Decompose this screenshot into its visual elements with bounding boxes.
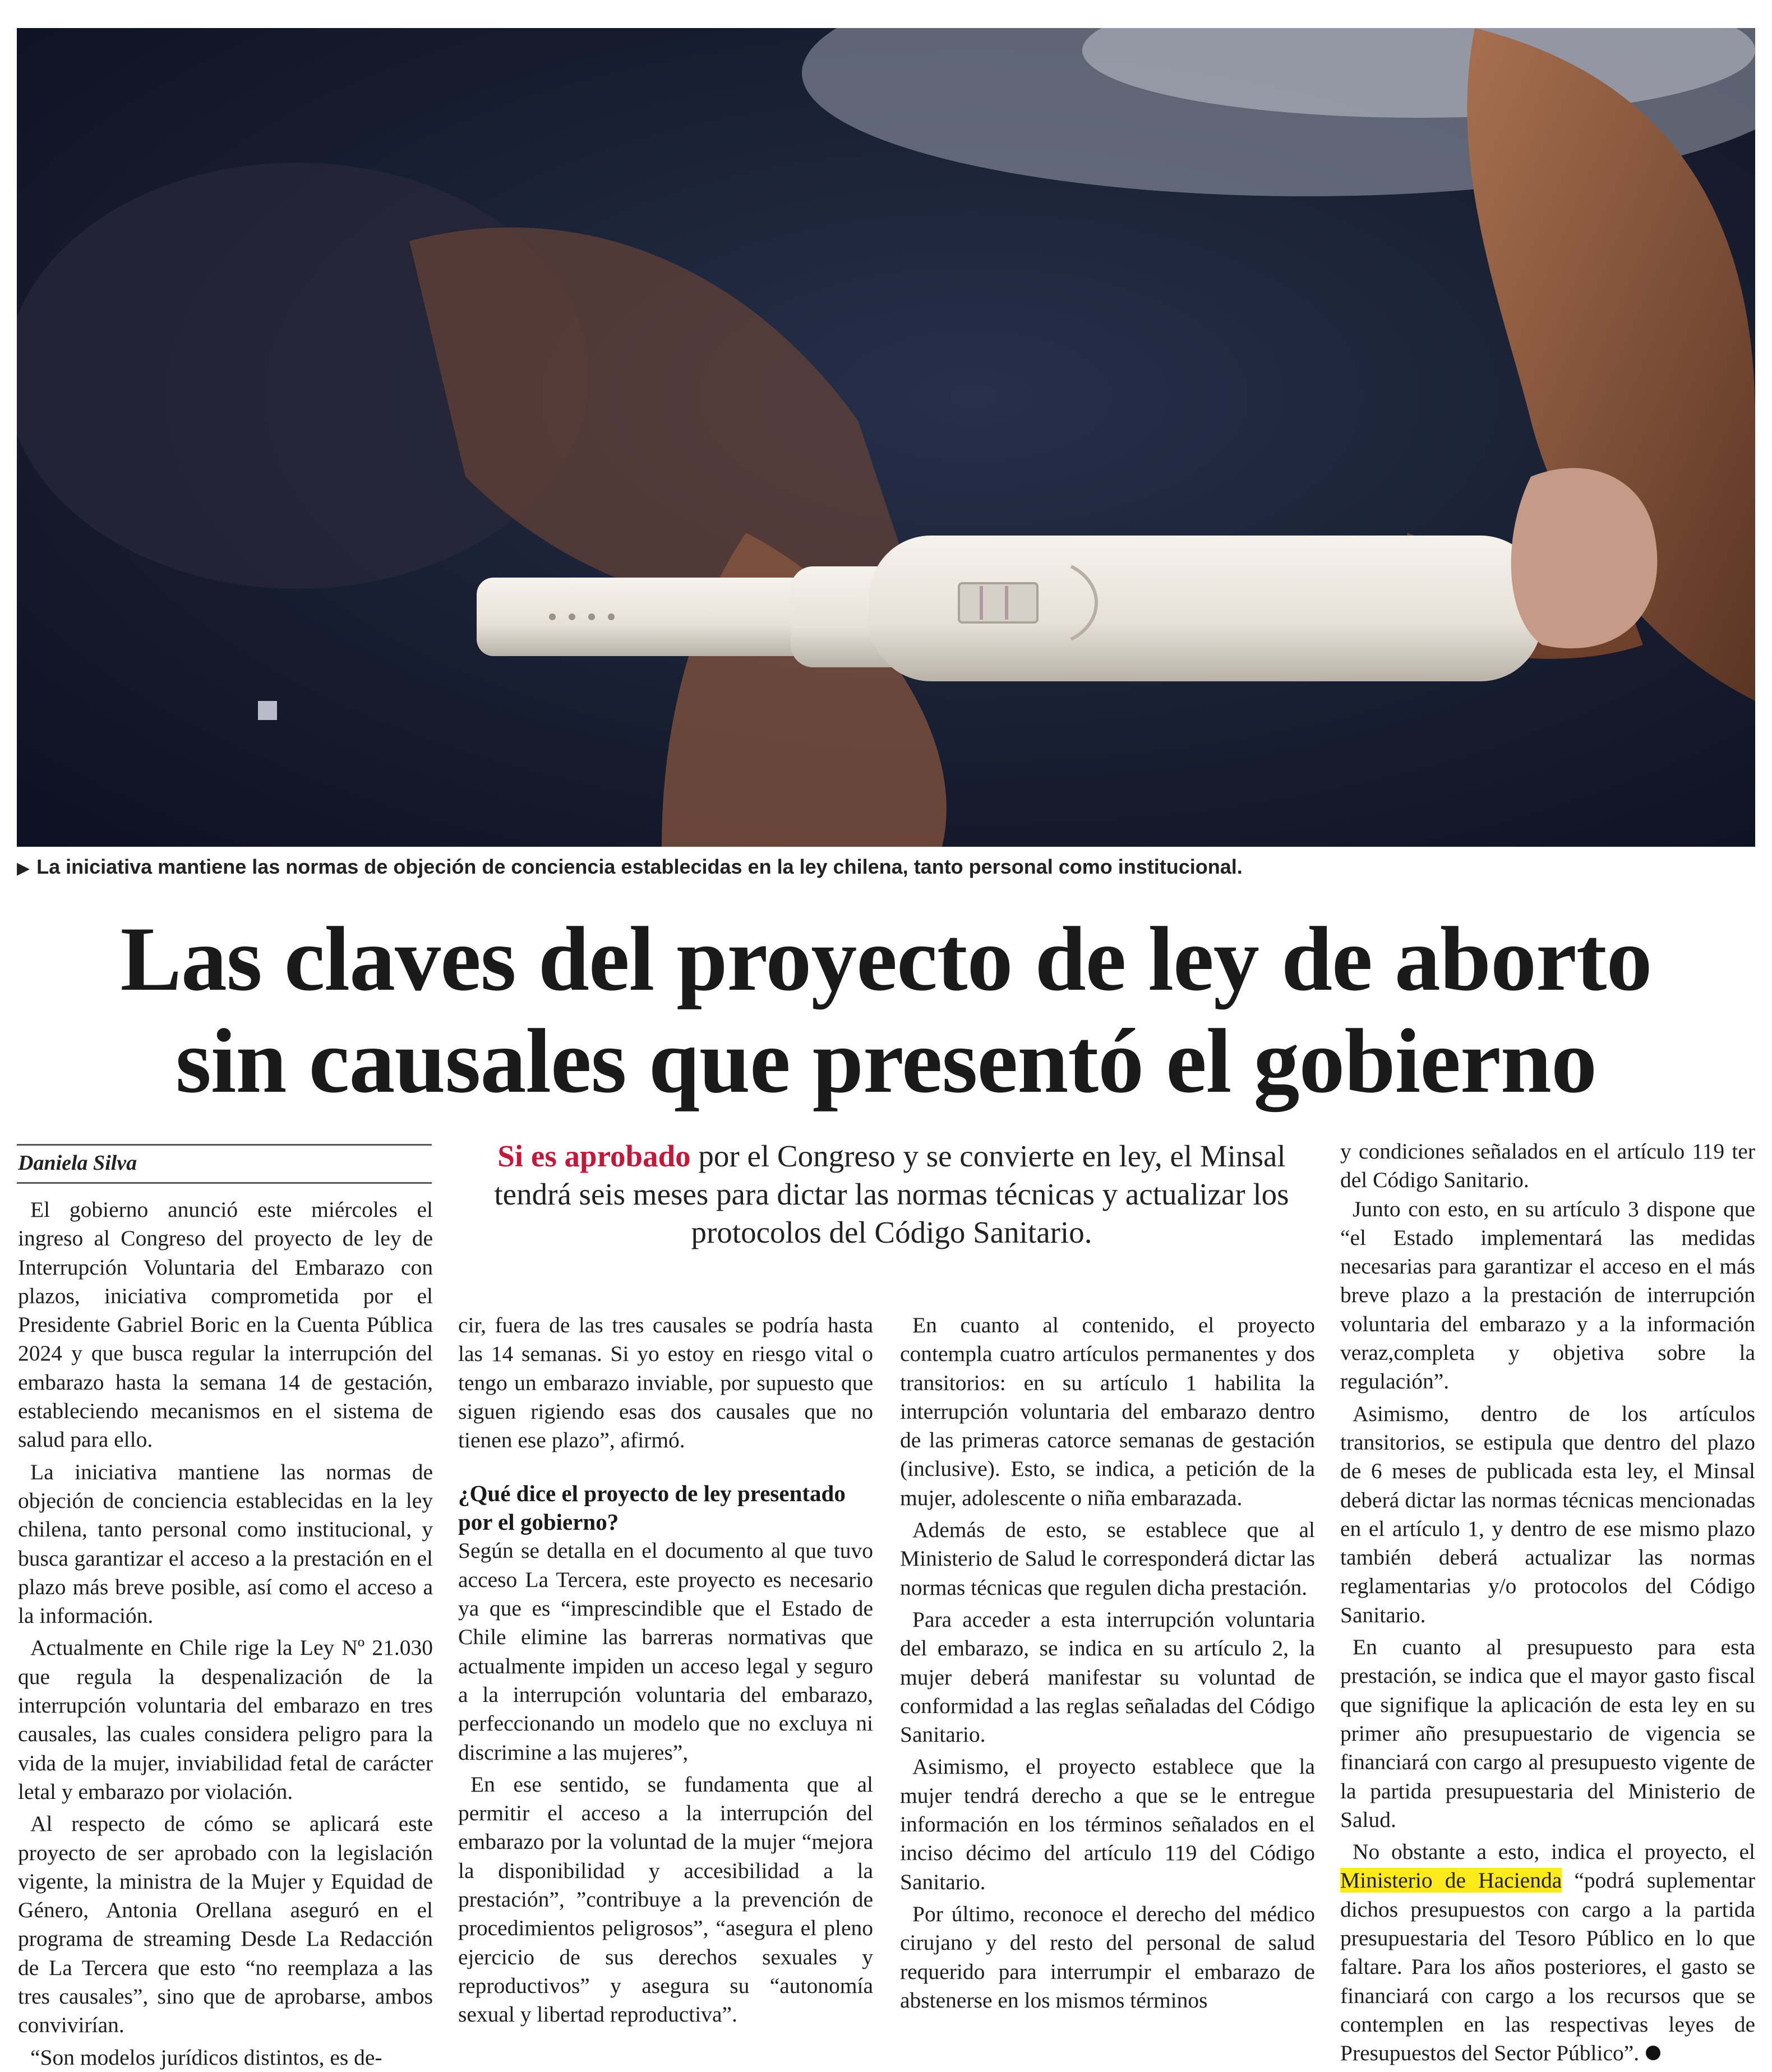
paragraph: En cuanto al presupuesto para esta prestación, se indica que el mayor gasto fiscal que signifique la aplicación de esta ley en su primer año presupuestario de vigencia se financiará con cargo al presupuesto vigente de la partida presupuestaria del Ministerio de Salud.: [1340, 1635, 1755, 1832]
paragraph: Además de esto, se establece que al Ministerio de Salud le corresponderá dictar las normas técnicas que regulen dicha prestación.: [900, 1517, 1315, 1600]
caption-arrow-icon: ▶: [17, 859, 30, 878]
paragraph: Asimismo, dentro de los artículos transitorios, se estipula que dentro del plazo de 6 meses de publicada esta ley, el Minsal deberá dictar las normas técnicas mencionadas en el artículo 1, y dentro de ese mismo plazo también deberá actualizar las normas reglamentarias y/o protocolos del Código Sanitario.: [1340, 1401, 1755, 1627]
headline-line-2: sin causales que presentó el gobierno: [176, 1010, 1596, 1112]
deck-lead: Si es aprobado: [497, 1139, 691, 1173]
paragraph: Según se detalla en el documento al que tuvo acceso La Tercera, este proyecto es necesario ya que es “imprescindible que el Estado de Chile elimine las barreras normativas que actualmente impiden un acceso legal y seguro a la interrupción voluntaria del embarazo, perfeccionando un modelo que no excluya ni discrimine a las mujeres”,: [458, 1538, 873, 1765]
section-heading: ¿Qué dice el proyecto de ley presentado por el gobierno?: [458, 1480, 846, 1535]
headline: [34, 908, 1738, 1113]
paragraph: La iniciativa mantiene las normas de objeción de conciencia establecidas en la ley chilena, tanto personal como institucional, y busca garantizar el acceso a la prestación en el plazo más breve posible, así como el acceso a la información.: [18, 1459, 433, 1628]
paragraph: Junto con esto, en su artículo 3 dispone que “el Estado implementará las medidas necesarias para garantizar el acceso en el más breve plazo a la prestación de interrupción voluntaria del embarazo y a la información veraz,completa y objetiva sobre la regulación”.: [1340, 1196, 1755, 1394]
photo-caption: [17, 855, 1755, 879]
byline-rule-bottom: [17, 1182, 432, 1184]
byline-rule-top: [17, 1144, 432, 1146]
column-3: [900, 1311, 1315, 2015]
paragraph: y condiciones señalados en el artículo 119 ter del Código Sanitario.: [1340, 1139, 1755, 1193]
paragraph: “Son modelos jurídicos distintos, es de-: [30, 2045, 382, 2070]
deck-text: por el Congreso y se convierte en ley, el Minsal tendrá seis meses para dictar las normas técnicas y actualizar los protocolos del Código Sanitario.: [494, 1139, 1289, 1249]
highlighted-text: Ministerio de Hacienda: [1340, 1868, 1562, 1893]
headline-line-1: Las claves del proyecto de ley de aborto: [120, 908, 1652, 1010]
pregnancy-test-photo: [17, 28, 1755, 847]
deck: [468, 1137, 1315, 1252]
column-2: [458, 1311, 873, 2029]
paragraph: Actualmente en Chile rige la Ley Nº 21.030 que regula la despenalización de la interrupción voluntaria del embarazo en tres causales, las cuales considera peligro para la vida de la mujer, inviabilidad fetal de carácter letal y embarazo por violación.: [18, 1635, 433, 1804]
caption-text: La iniciativa mantiene las normas de objeción de conciencia establecidas en la ley chilena, tanto personal como institucional.: [36, 855, 1243, 878]
paragraph: Por último, reconoce el derecho del médico cirujano y del resto del personal de salud requerido para interrumpir el embarazo de abstenerse en los mismos términos: [900, 1901, 1315, 2013]
paragraph: [1340, 1838, 1755, 2068]
column-4: [1340, 1137, 1755, 2068]
paragraph: Al respecto de cómo se aplicará este proyecto de ser aprobado con la legislación vigente, la ministra de la Mujer y Equidad de Género, Antonia Orellana aseguró en el programa de streaming Desde La Redacción de La Tercera que esto “no reemplaza a las tres causales”, sino que de aprobarse, ambos convivirían.: [18, 1811, 433, 2038]
end-mark-icon: [1646, 2046, 1660, 2060]
paragraph: Asimismo, el proyecto establece que la mujer tendrá derecho a que se le entregue información en los términos señalados en el inciso décimo del artículo 119 del Código Sanitario.: [900, 1754, 1315, 1894]
paragraph: cir, fuera de las tres causales se podría hasta las 14 semanas. Si yo estoy en riesgo vital o tengo un embarazo inviable, por supuesto que siguen rigiendo esas dos causales que no tienen ese plazo”, afirmó.: [458, 1313, 873, 1453]
byline: Daniela Silva: [18, 1151, 137, 1175]
paragraph-text: No obstante a esto, indica el proyecto, el: [1353, 1839, 1755, 1865]
paragraph: En cuanto al contenido, el proyecto contempla cuatro artículos permanentes y dos transitorios: en su artículo 1 habilita la interrupción voluntaria del embarazo dentro de las primeras catorce semanas de gestación (inclusive). Esto, se indica, a petición de la mujer, adolescente o niña embarazada.: [900, 1313, 1315, 1510]
column-1: [18, 1196, 433, 2072]
paragraph-text: “podrá suplementar dichos presupuestos con cargo a la partida presupuestaria del Tesoro Público en lo que faltare. Para los años posteriores, el gasto se financiará con cargo a los recursos que se contemplen en las respectivas leyes de Presupuestos del Sector Público”.: [1340, 1868, 1755, 2066]
article-photo: [17, 28, 1755, 847]
paragraph: Para acceder a esta interrupción voluntaria del embarazo, se indica en su artículo 2, la mujer deberá manifestar su voluntad de conformidad a las reglas señaladas del Código Sanitario.: [900, 1607, 1315, 1747]
paragraph: En ese sentido, se fundamenta que al permitir el acceso a la interrupción del embarazo por la voluntad de la mujer “mejora la disponibilidad y accesibilidad a la prestación”, ”contribuye a la prevención de procedimientos peligrosos”, “asegura el pleno ejercicio de sus derechos sexuales y reproductivos” y asegura su “autonomía sexual y libertad reproductiva”.: [458, 1771, 873, 2027]
paragraph: El gobierno anunció este miércoles el ingreso al Congreso del proyecto de ley de Interrupción Voluntaria del Embarazo con plazos, iniciativa comprometida por el Presidente Gabriel Boric en la Cuenta Pública 2024 y que busca regular la interrupción del embarazo hasta la semana 14 de gestación, estableciendo mecanismos en el sistema de salud para ello.: [18, 1197, 433, 1452]
